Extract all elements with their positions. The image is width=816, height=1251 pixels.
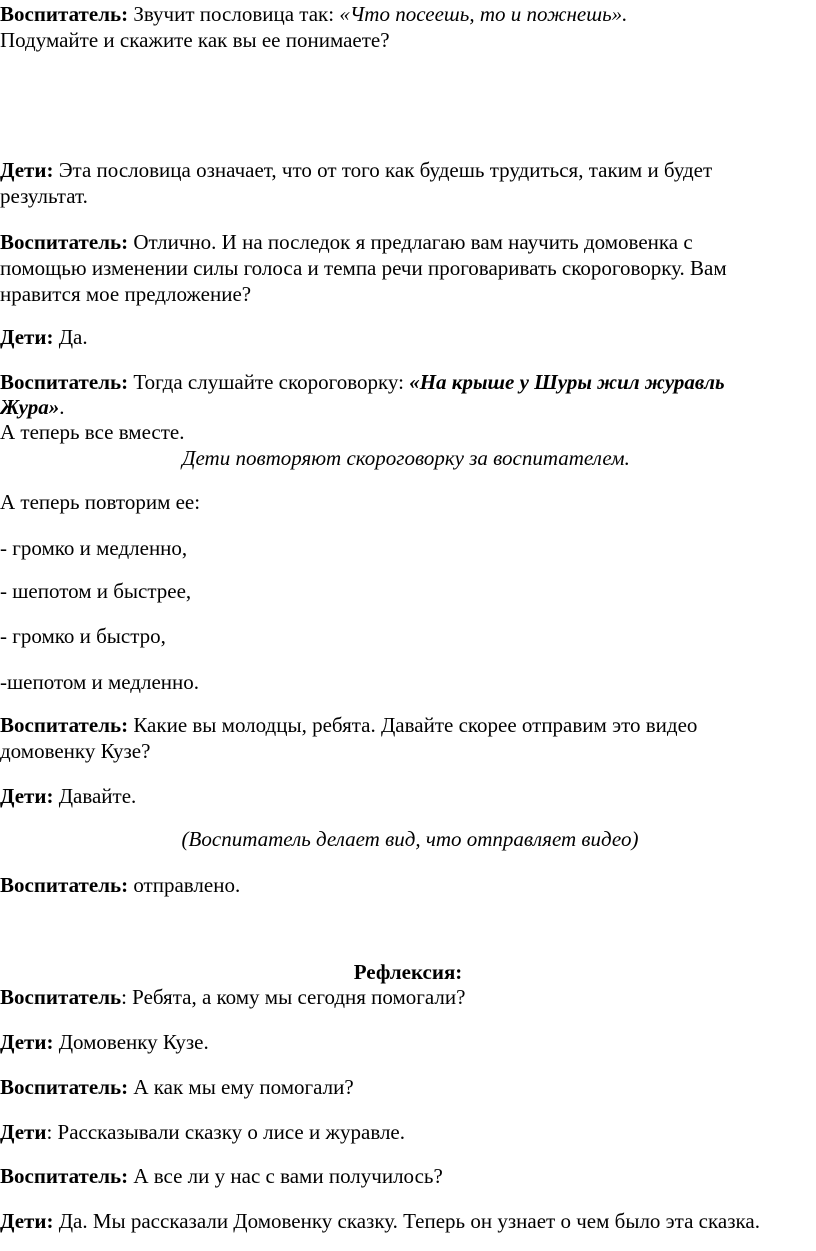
paragraph-text: : Ребята, а кому мы сегодня помогали? (121, 985, 466, 1009)
speaker-label: Воспитатель: (0, 370, 129, 394)
section-heading-text: Рефлексия: (353, 960, 463, 984)
paragraph-text: . (59, 395, 65, 419)
paragraph-proverb-line1 (0, 2, 627, 26)
speaker-label: Воспитатель: (0, 1164, 129, 1188)
list-item: - шепотом и быстрее, (0, 579, 192, 603)
speaker-label: Воспитатель: (0, 230, 129, 254)
tongue-twister: «На крыше у Шуры жил журавль (409, 370, 725, 394)
paragraph-text: результат. (0, 184, 88, 208)
reflection-question (0, 985, 465, 1009)
list-item: - громко и быстро, (0, 624, 166, 648)
paragraph-text: Давайте. (53, 784, 137, 808)
paragraph-text: А теперь все вместе. (0, 420, 185, 444)
paragraph-text: А как мы ему помогали? (128, 1075, 354, 1099)
paragraph-teacher (0, 873, 240, 897)
speaker-label: Воспитатель: (0, 873, 129, 897)
paragraph-text: Подумайте и скажите как вы ее понимаете? (0, 28, 390, 52)
paragraph-text: : Рассказывали сказку о лисе и журавле. (46, 1120, 406, 1144)
paragraph-text: нравится мое предложение? (0, 282, 252, 306)
speaker-label: Воспитатель: (0, 2, 129, 26)
speaker-label: Воспитатель (0, 985, 122, 1009)
paragraph-text: помощью изменении силы голоса и темпа речи проговаривать скороговорку. Вам (0, 256, 727, 280)
paragraph-tongue-twister-line2 (0, 395, 64, 419)
paragraph-text: Какие вы молодцы, ребята. Давайте скорее отправим это видео (128, 713, 698, 737)
reflection-answer (0, 1120, 405, 1144)
section-heading (0, 960, 816, 984)
stage-note (0, 446, 814, 470)
stage-note (2, 827, 816, 851)
reflection-answer (0, 1030, 209, 1054)
paragraph-text: Домовенку Кузе. (53, 1030, 209, 1054)
paragraph-text: Тогда слушайте скороговорку: (128, 370, 410, 394)
paragraph-tongue-twister-line1 (0, 370, 725, 394)
reflection-answer (0, 1209, 760, 1233)
speaker-label: Воспитатель: (0, 713, 129, 737)
paragraph-text: Отлично. И на последок я предлагаю вам научить домовенка с (128, 230, 693, 254)
list-intro: А теперь повторим ее: (0, 490, 201, 514)
list-item: - громко и медленно, (0, 536, 188, 560)
paragraph-text: Да. Мы рассказали Домовенку сказку. Теперь он узнает о чем было эта сказка. (53, 1209, 760, 1233)
paragraph-children (0, 784, 136, 808)
paragraph-text: А все ли у нас с вами получилось? (128, 1164, 443, 1188)
paragraph-text: домовенку Кузе? (0, 739, 151, 763)
paragraph-text: Да. (53, 325, 88, 349)
speaker-label: Дети (0, 1120, 47, 1144)
reflection-question (0, 1164, 443, 1188)
proverb-quote: «Что посеешь, то и пожнешь». (339, 2, 628, 26)
paragraph-text: Звучит пословица так: (128, 2, 340, 26)
speaker-label: Воспитатель: (0, 1075, 129, 1099)
stage-note-text: (Воспитатель делает вид, что отправляет видео) (181, 827, 639, 851)
stage-note-text: Дети повторяют скороговорку за воспитателем. (182, 446, 630, 470)
tongue-twister: Жура» (0, 395, 60, 419)
reflection-question (0, 1075, 354, 1099)
paragraph-teacher-line1 (0, 713, 697, 737)
speaker-label: Дети: (0, 158, 54, 182)
speaker-label: Дети: (0, 1030, 54, 1054)
list-item: -шепотом и медленно. (0, 670, 200, 694)
speaker-label: Дети: (0, 784, 54, 808)
speaker-label: Дети: (0, 325, 54, 349)
paragraph-children-line1 (0, 158, 712, 182)
paragraph-text: Эта пословица означает, что от того как будешь трудиться, таким и будет (53, 158, 713, 182)
paragraph-text: отправлено. (128, 873, 241, 897)
paragraph-teacher-line1 (0, 230, 693, 254)
speaker-label: Дети: (0, 1209, 54, 1233)
paragraph-children-yes (0, 325, 88, 349)
